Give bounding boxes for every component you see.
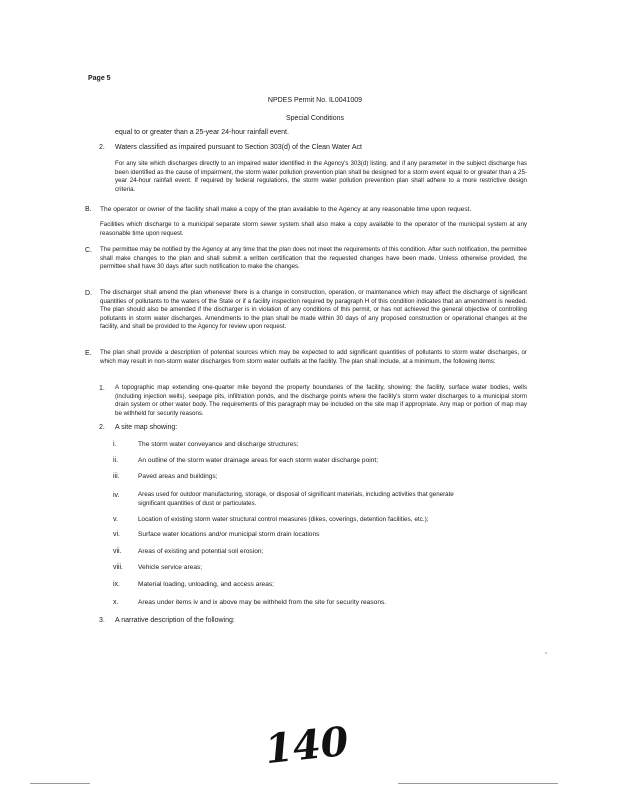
handwritten-page-number: 140 [262,717,351,774]
roman-num: iii. [113,473,120,480]
roman-item-text: The storm water conveyance and discharge structures; [138,441,299,448]
roman-item-text: Location of existing storm water structural control measures (dikes, coverings, detention facilities, etc.); [138,516,429,523]
page-label: Page 5 [88,75,111,82]
roman-num: x. [113,599,119,606]
roman-num: viii. [113,564,124,571]
item-e3-text: A narrative description of the following: [115,617,235,624]
item-2-heading: Waters classified as impaired pursuant to Section 303(d) of the Clean Water Act [115,144,362,151]
roman-item-text: Areas of existing and potential soil erosion; [138,548,264,555]
item-e1-text: A topographic map extending one-quarter mile beyond the property boundaries of the facility, showing: the facility, surface water bodies, wells (including injection wells), seepage pits, infiltration ponds, and the discharge points where the facility's storm water discharges to a municipal storm drain system or other water body. The requirements of this paragraph may be included on the site map if appropriate. Any map or portion of map may be withheld for security reasons. [115,384,527,417]
continuation-text: equal to or greater than a 25-year 24-hour rainfall event. [115,129,289,136]
item-2-label: 2. [99,144,105,151]
footer-rule-left [30,783,90,784]
roman-item-text: Surface water locations and/or municipal storm drain locations [138,531,320,538]
section-b-label: B. [85,206,92,213]
section-c-text: The permittee may be notified by the Agency at any time that the plan does not meet the requirements of this condition. After such notification, the permittee shall make changes to the plan and shall submit a written certification that the requested changes have been made. Unless otherwise provided, the permittee shall have 30 days after such notification to make the changes. [100,246,527,271]
section-d-text: The discharger shall amend the plan whenever there is a change in construction, operation, or maintenance which may affect the discharge of significant quantities of pollutants to the waters of the State or if a facility inspection required by paragraph H of this condition indicates that an amendment is needed. The plan should also be amended if the discharger is in violation of any conditions of this permit, or has not achieved the general objective of controlling pollutants in storm water discharges. Amendments to the plan shall be made within 30 days of any proposed construction or operational changes at the facility, and shall be provided to the Agency for review upon request. [100,289,527,331]
footer-rule-right [398,783,558,784]
roman-item-text: Vehicle service areas; [138,564,203,571]
roman-item-text: Material loading, unloading, and access areas; [138,581,274,588]
item-e2-label: 2. [99,424,105,431]
permit-title: NPDES Permit No. IL0041009 [267,97,363,104]
section-c-label: C. [85,247,92,254]
section-b-text: The operator or owner of the facility shall make a copy of the plan available to the Agency at any reasonable time upon request. [100,206,472,213]
item-e1-label: 1. [99,385,105,392]
roman-item-line: Areas used for outdoor manufacturing, storage, or disposal of significant materials, including activities that generate [138,491,454,498]
roman-num: iv. [113,492,120,499]
section-b-paragraph: Facilities which discharge to a municipal separate storm sewer system shall also make a copy available to the operator of the municipal system at any reasonable time upon request. [100,221,527,237]
item-e2-text: A site map showing: [115,424,178,431]
section-e-text: The plan shall provide a description of potential sources which may be expected to add significant quantities of pollutants to storm water discharges, or which may result in non-storm water discharges from storm water outfalls at the facility. The plan shall include, at a minimum, the following items: [100,349,527,365]
item-2-paragraph: For any site which discharges directly to an impaired water identified in the Agency's 303(d) listing, and if any parameter in the subject discharge has been identified as the cause of impairment, the storm water pollution prevention plan shall be designed for a storm event equal to or greater than a 25-year 24-hour rainfall event. If required by federal regulations, the storm water pollution prevention plan shall adhere to a more restrictive design criteria. [115,160,527,193]
roman-item-text [138,491,527,508]
roman-num: ii. [113,457,119,464]
section-title: Special Conditions [286,115,344,122]
roman-item-text: Areas under items iv and ix above may be withheld from the site for security reasons. [138,599,387,606]
stray-mark: , [545,648,547,655]
roman-num: vii. [113,548,122,555]
roman-num: v. [113,516,118,523]
section-d-label: D. [85,290,92,297]
roman-num: vi. [113,531,120,538]
roman-item-text: An outline of the storm water drainage areas for each storm water discharge point; [138,457,379,464]
roman-num: ix. [113,581,120,588]
section-e-label: E. [85,350,92,357]
roman-item-line: significant quantities of dust or particulates. [138,499,257,507]
roman-num: i. [113,441,117,448]
roman-item-text: Paved areas and buildings; [138,473,218,480]
item-e3-label: 3. [99,617,105,624]
